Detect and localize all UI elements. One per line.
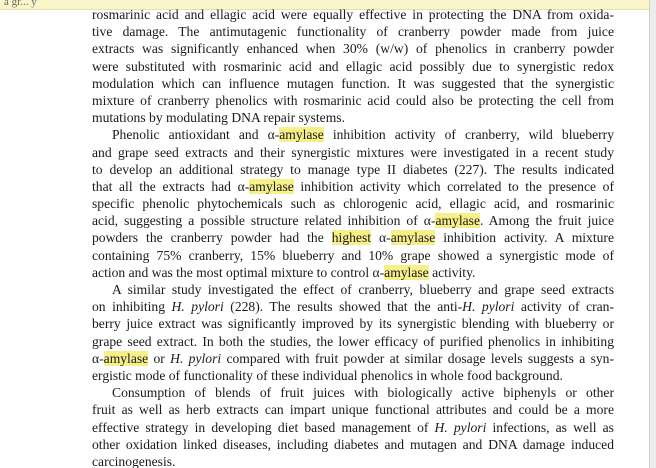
text-line (92, 92, 614, 109)
text-segment: (228). The results showed that the anti- (223, 299, 463, 315)
text-segment: tive damage. The antimutagenic functionality of cranberry powder made from juice (92, 24, 614, 40)
text-segment: A similar study investigated the effect of cranberry, blueberry and grape seed extracts (112, 282, 614, 297)
text-line (92, 350, 614, 367)
text-line (92, 419, 614, 436)
text-segment: modulation which can influence mutagen function. It was suggested that the synergistic (92, 75, 614, 91)
italic-term: H. pylori (434, 419, 487, 435)
text-segment: specific phenolic phytochemicals such as chlorogenic acid, ellagic acid, and rosmarinic (92, 196, 614, 212)
text-line (92, 144, 614, 161)
paragraph (92, 6, 614, 126)
text-segment: compared with fruit powder at similar dosage levels suggests a syn- (221, 350, 614, 366)
text-line (92, 109, 614, 126)
text-segment: extracts was significantly enhanced when 30% (w/w) of phenolics in cranberry powder (92, 41, 614, 57)
text-line (92, 23, 614, 40)
text-segment: containing 75% cranberry, 15% blueberry and 10% grape showed a synergistic mode of (92, 247, 614, 263)
text-segment: mutations by modulating DNA repair systems. (92, 110, 345, 126)
text-segment: inhibition activity. A mixture (435, 230, 614, 246)
text-line (92, 161, 614, 178)
text-segment: inhibition activity of cranberry, wild blueberry (323, 127, 614, 143)
text-segment: on inhibiting (92, 299, 172, 315)
text-line (92, 75, 614, 92)
highlighted-term: amylase (103, 350, 149, 366)
text-segment: or (148, 350, 171, 366)
highlighted-term: amylase (390, 230, 436, 246)
text-segment: effective strategy in developing diet based management of (92, 419, 435, 435)
highlighted-term: highest (331, 230, 372, 246)
text-line (92, 436, 614, 453)
text-line (92, 264, 614, 281)
text-segment: α- (371, 230, 391, 246)
text-segment: acid, suggesting a possible structure related inhibition of α- (92, 213, 436, 229)
italic-term: H. pylori (171, 299, 224, 315)
text-segment: activity. (428, 264, 476, 280)
text-segment: grape seed extract. In both the studies, the lower efficacy of purified phenolics in inhibiting (92, 333, 614, 349)
right-edge-scrollbar (649, 0, 656, 468)
italic-term: H. pylori (170, 350, 222, 366)
top-strip-text: a gr... y (4, 0, 37, 8)
text-segment: that all the extracts had α- (92, 178, 250, 194)
text-segment: to develop an additional strategy to manage type II diabetes (227). The results indicated (92, 161, 614, 177)
text-segment: other oxidation linked diseases, including diabetes and mutagen and DNA damage induced (92, 436, 614, 452)
text-segment: infections, as well as (486, 419, 614, 435)
text-line (92, 298, 614, 315)
text-line (92, 229, 614, 246)
text-segment: action and was the most optimal mixture to control α- (92, 264, 385, 280)
text-line (92, 178, 614, 195)
highlighted-term: amylase (384, 264, 429, 280)
paragraph (92, 384, 614, 468)
text-line (92, 281, 614, 298)
italic-term: H. pylori (462, 299, 515, 315)
text-segment: and grape seed extracts and their synergistic mixtures were investigated in a recent study (92, 144, 614, 160)
text-segment: Consumption of blends of fruit juices with biologically active biphenyls or other (112, 385, 614, 401)
paragraph (92, 281, 614, 384)
text-line (92, 195, 614, 212)
text-line (92, 58, 614, 75)
text-segment: rosmarinic acid and ellagic acid were equally effective in protecting the DNA from oxida- (92, 7, 614, 22)
highlighted-term: amylase (279, 127, 324, 143)
text-line (92, 315, 614, 332)
text-segment: Phenolic antioxidant and α- (112, 127, 280, 143)
paragraph (92, 126, 614, 281)
text-line (92, 126, 614, 143)
body-text (92, 6, 614, 468)
text-line (92, 367, 614, 384)
text-line (92, 384, 614, 401)
highlighted-term: amylase (249, 178, 294, 194)
text-segment: powders the cranberry powder had the (92, 230, 332, 246)
text-segment: . Among the fruit juice (480, 213, 614, 229)
text-segment: were substituted with rosmarinic acid and ellagic acid possibly due to synergistic redox (92, 58, 614, 74)
text-line (92, 247, 614, 264)
text-line (92, 453, 614, 468)
text-segment: α- (92, 350, 104, 366)
text-segment: carcinogenesis. (92, 453, 176, 468)
text-line (92, 6, 614, 23)
text-line (92, 212, 614, 229)
text-segment: activity of cran- (514, 299, 614, 315)
text-line (92, 333, 614, 350)
text-segment: mixture of cranberry phenolics with rosmarinic acid could also be protecting the cell from (92, 92, 614, 108)
text-segment: berry juice extract was significantly improved by its synergistic blending with blueberry or (92, 316, 614, 332)
text-segment: inhibition activity which correlated to the presence of (293, 178, 614, 194)
text-line (92, 401, 614, 418)
text-line (92, 40, 614, 57)
highlighted-term: amylase (435, 213, 480, 229)
text-segment: ergistic mode of functionality of these individual phenolics in whole food background. (92, 367, 563, 383)
text-segment: fruit as well as herb extracts can impart unique functional attributes and could be a more (92, 402, 614, 418)
